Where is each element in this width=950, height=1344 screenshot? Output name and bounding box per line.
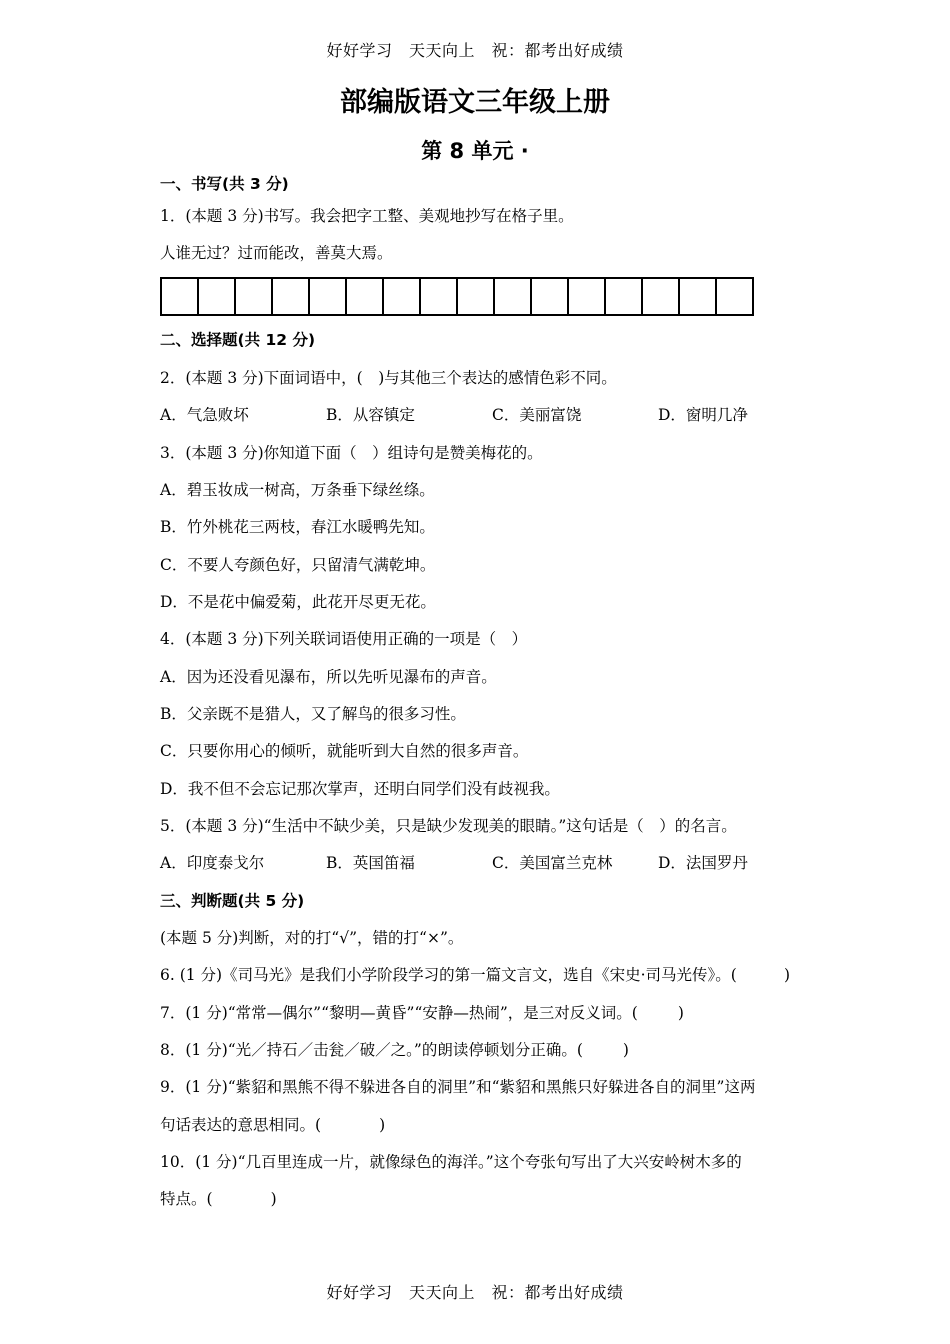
question-9-text: 句话表达的意思相同。( <box>160 1116 322 1134</box>
grid-cell[interactable] <box>532 279 569 314</box>
grid-cell[interactable] <box>384 279 421 314</box>
question-10-line-1: 10．(1 分)“几百里连成一片，就像绿色的海洋。”这个夸张句写出了大兴安岭树木多的 <box>160 1153 742 1171</box>
grid-cell[interactable] <box>643 279 680 314</box>
question-9-answer-close[interactable]: ) <box>379 1116 386 1134</box>
writing-grid[interactable] <box>160 277 754 316</box>
page-header: 好好学习 天天向上 祝：都考出好成绩 <box>326 41 624 60</box>
question-5-option-b[interactable]: B．英国笛福 <box>326 854 415 872</box>
question-1-stem: 1．(本题 3 分)书写。我会把字工整、美观地抄写在格子里。 <box>160 207 574 225</box>
question-5-option-d[interactable]: D．法国罗丹 <box>658 854 748 872</box>
question-7-text: 7．(1 分)“常常—偶尔”“黎明—黄昏”“安静—热闹”，是三对反义词。( <box>160 1004 638 1022</box>
question-3-stem: 3．(本题 3 分)你知道下面（ ）组诗句是赞美梅花的。 <box>160 444 543 462</box>
grid-cell[interactable] <box>199 279 236 314</box>
grid-cell[interactable] <box>236 279 273 314</box>
question-8-text: 8．(1 分)“光／持石／击瓮／破／之。”的朗读停顿划分正确。( <box>160 1041 583 1059</box>
document-title: 部编版语文三年级上册 <box>340 87 610 118</box>
page-footer: 好好学习 天天向上 祝：都考出好成绩 <box>326 1283 624 1302</box>
grid-cell[interactable] <box>458 279 495 314</box>
question-4-option-c[interactable]: C．只要你用心的倾听，就能听到大自然的很多声音。 <box>160 742 529 760</box>
grid-cell[interactable] <box>347 279 384 314</box>
grid-cell[interactable] <box>606 279 643 314</box>
question-7-answer-close[interactable]: ) <box>677 1004 684 1022</box>
question-2-stem: 2．(本题 3 分)下面词语中，( )与其他三个表达的感情色彩不同。 <box>160 369 617 387</box>
question-6-answer-close[interactable]: ) <box>784 966 791 984</box>
grid-cell[interactable] <box>421 279 458 314</box>
question-3-option-a[interactable]: A．碧玉妆成一树高，万条垂下绿丝绦。 <box>160 481 435 499</box>
question-6 <box>160 965 737 985</box>
question-4-stem: 4．(本题 3 分)下列关联词语使用正确的一项是（ ） <box>160 630 528 648</box>
grid-cell[interactable] <box>717 279 752 314</box>
question-4-option-a[interactable]: A．因为还没看见瀑布，所以先听见瀑布的声音。 <box>160 668 497 686</box>
question-2-option-a[interactable]: A．气急败坏 <box>160 406 249 424</box>
grid-cell[interactable] <box>495 279 532 314</box>
question-5-option-a[interactable]: A．印度泰戈尔 <box>160 854 265 872</box>
question-5-option-c[interactable]: C．美国富兰克林 <box>492 854 613 872</box>
question-2-option-c[interactable]: C．美丽富饶 <box>492 406 582 424</box>
unit-subtitle: 第 8 单元 · <box>421 139 529 163</box>
question-3-option-b[interactable]: B．竹外桃花三两枝，春江水暖鸭先知。 <box>160 518 435 536</box>
question-6-text: 6. (1 分)《司马光》是我们小学阶段学习的第一篇文言文，选自《宋史·司马光传》。( <box>160 966 737 984</box>
section-heading-choice: 二、选择题(共 12 分) <box>160 331 316 349</box>
question-10-line-2 <box>160 1189 277 1209</box>
question-1-sentence: 人谁无过？过而能改，善莫大焉。 <box>160 244 393 262</box>
question-2-option-d[interactable]: D．窗明几净 <box>658 406 748 424</box>
question-2-option-b[interactable]: B．从容镇定 <box>326 406 415 424</box>
grid-cell[interactable] <box>569 279 606 314</box>
grid-cell[interactable] <box>310 279 347 314</box>
question-7 <box>160 1003 684 1023</box>
grid-cell[interactable] <box>162 279 199 314</box>
question-10-answer-close[interactable]: ) <box>270 1190 277 1208</box>
question-3-option-c[interactable]: C．不要人夸颜色好，只留清气满乾坤。 <box>160 556 436 574</box>
section-heading-judgement: 三、判断题(共 5 分) <box>160 892 305 910</box>
question-9-line-2 <box>160 1115 385 1135</box>
grid-cell[interactable] <box>680 279 717 314</box>
question-4-option-b[interactable]: B．父亲既不是猎人，又了解鸟的很多习性。 <box>160 705 466 723</box>
question-9-line-1: 9．(1 分)“紫貂和黑熊不得不躲进各自的洞里”和“紫貂和黑熊只好躲进各自的洞里”这两 <box>160 1078 756 1096</box>
question-3-option-d[interactable]: D．不是花中偏爱菊，此花开尽更无花。 <box>160 593 436 611</box>
section-heading-writing: 一、书写(共 3 分) <box>160 175 289 193</box>
grid-cell[interactable] <box>273 279 310 314</box>
question-8 <box>160 1040 629 1060</box>
question-4-option-d[interactable]: D．我不但不会忘记那次掌声，还明白同学们没有歧视我。 <box>160 780 560 798</box>
question-8-answer-close[interactable]: ) <box>622 1041 629 1059</box>
judgement-instructions: (本题 5 分)判断，对的打“√”，错的打“×”。 <box>160 929 464 947</box>
question-5-stem: 5．(本题 3 分)“生活中不缺少美，只是缺少发现美的眼睛。”这句话是（ ）的名言。 <box>160 817 737 835</box>
question-10-text: 特点。( <box>160 1190 213 1208</box>
